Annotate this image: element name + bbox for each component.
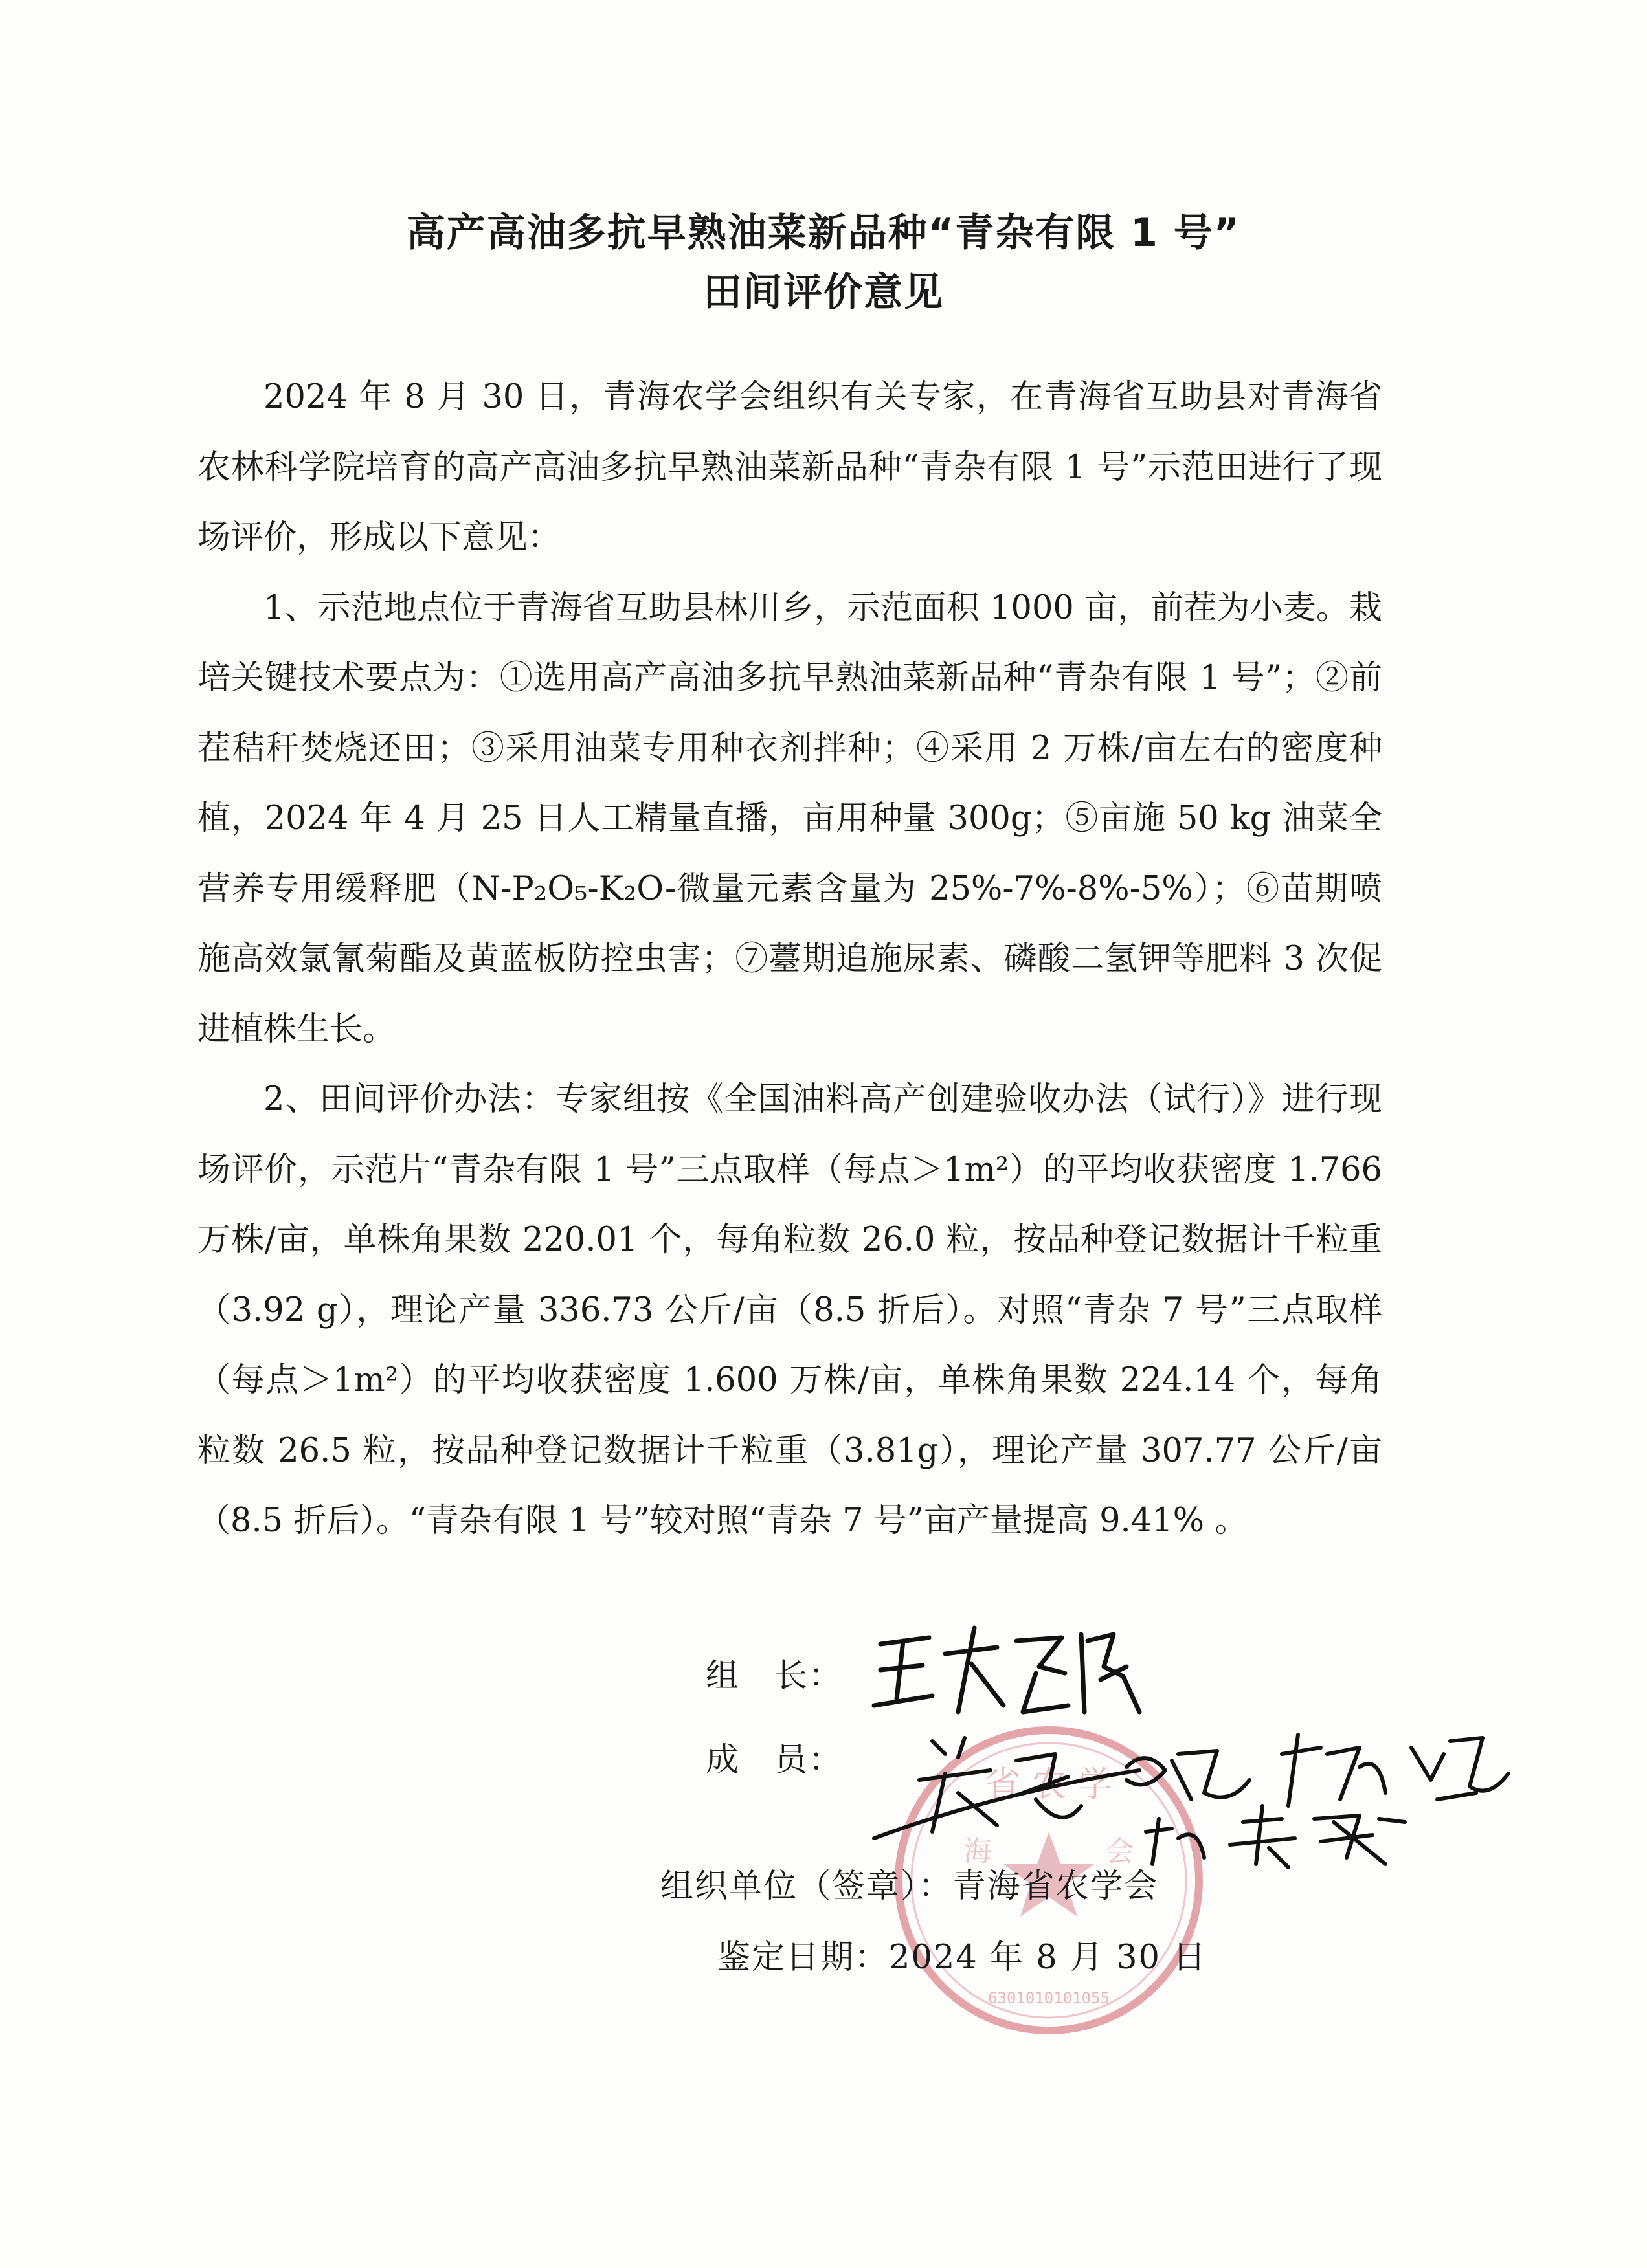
svg-text:省 农 学: 省 农 学: [985, 1764, 1113, 1805]
paragraph-demo-site: 1、示范地点位于青海省互助县林川乡，示范面积 1000 亩，前茬为小麦。栽培关键技术要点为：①选用高产高油多抗早熟油菜新品种“青杂有限 1 号”；②前茬秸秆焚烧还田；③采用油菜专用种衣剂拌种；④采用 2 万株/亩左右的密度种植，2024 年 4 月 25 日人工精量直播，亩用种量 300g；⑤亩施 50 kg 油菜全营养专用缓释肥（N-P₂O₅-K₂O-微量元素含量为 25%-7%-8%-5%）；⑥苗期喷施高效氯氰菊酯及黄蓝板防控虫害；⑦薹期追施尿素、磷酸二氢钾等肥料 3 次促进植株生长。: [197, 588, 1382, 1049]
seal-serial: 6301010101055: [988, 1989, 1110, 2007]
organization-line: 组织单位（签章）：青海省农学会: [660, 1867, 1159, 1906]
svg-text:海: 海: [963, 1835, 992, 1868]
paragraph-evaluation-method: 2、田间评价办法：专家组按《全国油料高产创建验收办法（试行）》进行现场评价，示范片“青杂有限 1 号”三点取样（每点＞1m²）的平均收获密度 1.766 万株/亩，单株角果数 220.01 个，每角粒数 26.0 粒，按品种登记数据计千粒重（3.92 g），理论产量 336.73 公斤/亩（8.5 折后）。对照“青杂 7 号”三点取样（每点＞1m²）的平均收获密度 1.600 万株/亩，单株角果数 224.14 个，每角粒数 26.5 粒，按品种登记数据计千粒重（3.81g），理论产量 307.77 公斤/亩（8.5 折后）。“青杂有限 1 号”较对照“青杂 7 号”亩产量提高 9.41% 。: [197, 1080, 1382, 1540]
document-subtitle: 田间评价意见: [703, 270, 944, 315]
document-title: 高产高油多抗早熟油菜新品种“青杂有限 1 号”: [406, 210, 1241, 256]
appraisal-date: 鉴定日期：2024 年 8 月 30 日: [717, 1939, 1207, 1977]
svg-text:会: 会: [1106, 1835, 1134, 1868]
leader-label: 组 长：: [706, 1657, 844, 1695]
members-label: 成 员：: [706, 1741, 844, 1779]
paragraph-intro: 2024 年 8 月 30 日，青海农学会组织有关专家，在青海省互助县对青海省农林科学院培育的高产高油多抗早熟油菜新品种“青杂有限 1 号”示范田进行了现场评价，形成以下意见：: [197, 378, 1382, 557]
members-signatures: [868, 1709, 1528, 1877]
document-body: [197, 362, 1382, 1557]
